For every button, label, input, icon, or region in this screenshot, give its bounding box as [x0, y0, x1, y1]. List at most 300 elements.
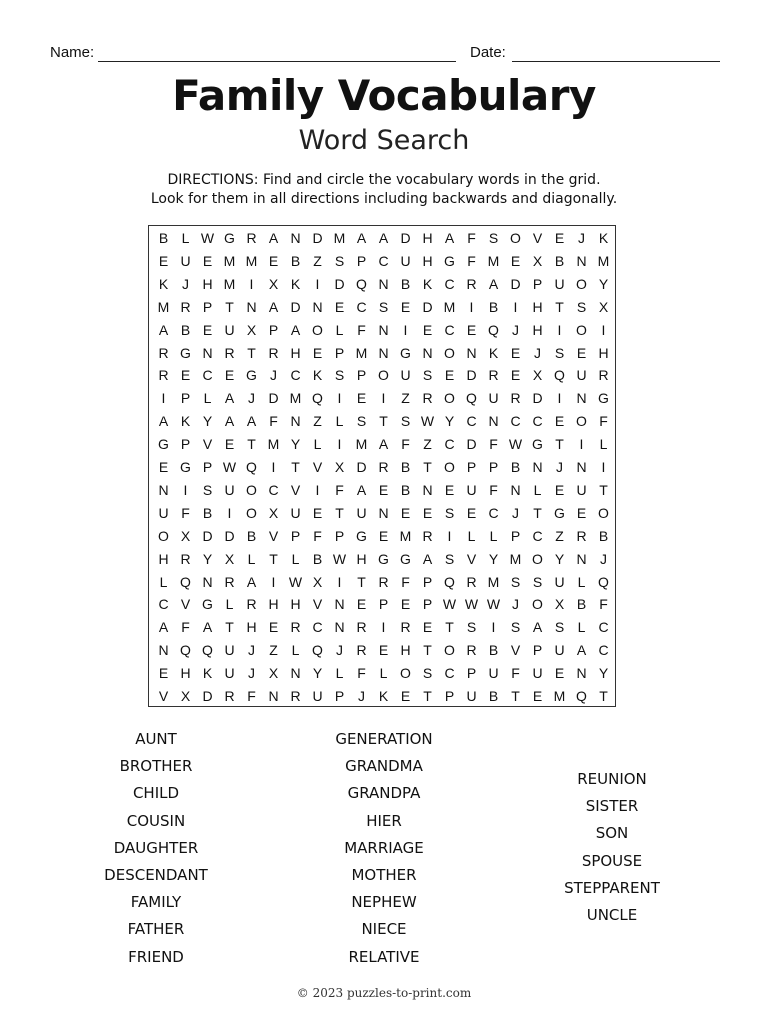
grid-letter[interactable]: W [486, 596, 501, 613]
grid-letter[interactable]: G [598, 390, 609, 407]
grid-letter[interactable]: E [576, 344, 587, 361]
grid-letter[interactable]: X [598, 298, 609, 315]
grid-letter[interactable]: U [224, 665, 235, 682]
grid-letter[interactable]: E [554, 413, 565, 430]
grid-letter[interactable]: K [180, 413, 191, 430]
grid-letter[interactable]: E [510, 367, 521, 384]
grid-letter[interactable]: A [158, 619, 169, 636]
grid-letter[interactable]: Y [202, 550, 213, 567]
grid-letter[interactable]: N [246, 298, 257, 315]
grid-letter[interactable]: N [334, 596, 345, 613]
grid-letter[interactable]: S [202, 481, 213, 498]
grid-letter[interactable]: E [158, 252, 169, 269]
grid-letter[interactable]: C [290, 367, 301, 384]
grid-letter[interactable]: R [576, 527, 587, 544]
grid-letter[interactable]: H [400, 642, 411, 659]
grid-letter[interactable]: G [378, 550, 389, 567]
grid-letter[interactable]: L [335, 321, 344, 338]
grid-letter[interactable]: L [313, 436, 322, 453]
grid-letter[interactable]: X [554, 596, 565, 613]
grid-letter[interactable]: Q [444, 573, 455, 590]
grid-letter[interactable]: J [600, 550, 607, 567]
grid-letter[interactable]: C [268, 481, 279, 498]
grid-letter[interactable]: Q [466, 390, 477, 407]
grid-letter[interactable]: B [598, 527, 609, 544]
grid-letter[interactable]: U [488, 390, 499, 407]
grid-letter[interactable]: J [270, 367, 277, 384]
grid-letter[interactable]: E [158, 459, 169, 475]
grid-letter[interactable]: U [290, 504, 301, 521]
grid-letter[interactable]: O [576, 413, 587, 430]
grid-letter[interactable]: O [158, 527, 169, 544]
grid-letter[interactable]: A [378, 230, 389, 246]
grid-letter[interactable]: U [488, 665, 499, 682]
grid-letter[interactable]: P [334, 344, 345, 361]
grid-letter[interactable]: R [378, 573, 389, 590]
grid-letter[interactable]: R [246, 230, 257, 246]
grid-letter[interactable]: Y [202, 413, 213, 430]
grid-letter[interactable]: O [246, 481, 257, 498]
grid-letter[interactable]: R [466, 573, 477, 590]
grid-letter[interactable]: O [576, 275, 587, 292]
grid-letter[interactable]: P [202, 459, 213, 475]
grid-letter[interactable]: R [466, 642, 477, 659]
grid-letter[interactable]: C [444, 275, 455, 292]
grid-letter[interactable]: E [268, 252, 279, 269]
grid-letter[interactable]: T [423, 688, 432, 704]
grid-letter[interactable]: C [466, 413, 477, 430]
grid-letter[interactable]: U [400, 252, 411, 269]
grid-letter[interactable]: G [554, 504, 565, 521]
grid-letter[interactable]: K [488, 344, 499, 361]
grid-letter[interactable]: R [158, 367, 169, 384]
grid-letter[interactable]: R [510, 390, 521, 407]
grid-letter[interactable]: X [180, 688, 191, 704]
grid-letter[interactable]: Y [554, 550, 565, 567]
grid-letter[interactable]: V [180, 596, 191, 613]
grid-letter[interactable]: H [532, 321, 543, 338]
grid-letter[interactable]: A [378, 436, 389, 453]
grid-letter[interactable]: T [357, 573, 366, 590]
grid-letter[interactable]: U [532, 665, 543, 682]
grid-letter[interactable]: S [510, 573, 521, 590]
grid-letter[interactable]: A [246, 573, 257, 590]
grid-letter[interactable]: W [288, 573, 303, 590]
grid-letter[interactable]: N [488, 413, 499, 430]
grid-letter[interactable]: K [378, 688, 389, 704]
grid-letter[interactable]: I [469, 298, 474, 315]
word-search-grid[interactable] [148, 225, 616, 707]
grid-letter[interactable]: V [158, 688, 169, 704]
grid-letter[interactable]: H [158, 550, 169, 567]
grid-letter[interactable]: V [312, 596, 323, 613]
grid-letter[interactable]: I [601, 321, 606, 338]
grid-letter[interactable]: Z [269, 642, 278, 659]
grid-letter[interactable]: E [510, 252, 521, 269]
grid-letter[interactable]: F [181, 504, 190, 521]
grid-letter[interactable]: P [356, 367, 367, 384]
grid-letter[interactable]: E [202, 252, 213, 269]
grid-letter[interactable]: D [268, 390, 279, 407]
grid-letter[interactable]: V [532, 230, 543, 246]
grid-letter[interactable]: E [312, 504, 323, 521]
grid-letter[interactable]: N [378, 504, 389, 521]
grid-letter[interactable]: R [422, 527, 433, 544]
grid-letter[interactable]: Q [312, 390, 323, 407]
grid-letter[interactable]: N [290, 665, 301, 682]
grid-letter[interactable]: X [224, 550, 235, 567]
grid-letter[interactable]: W [442, 596, 457, 613]
grid-letter[interactable]: O [312, 321, 323, 338]
grid-letter[interactable]: C [378, 252, 389, 269]
grid-letter[interactable]: J [512, 504, 519, 521]
grid-letter[interactable]: P [532, 642, 543, 659]
grid-letter[interactable]: F [247, 688, 256, 704]
grid-letter[interactable]: N [422, 344, 433, 361]
grid-letter[interactable]: P [334, 688, 345, 704]
grid-letter[interactable]: F [181, 619, 190, 636]
grid-letter[interactable]: H [290, 596, 301, 613]
grid-letter[interactable]: S [444, 504, 455, 521]
grid-letter[interactable]: N [268, 688, 279, 704]
grid-letter[interactable]: N [378, 344, 389, 361]
grid-letter[interactable]: U [180, 252, 191, 269]
grid-letter[interactable]: K [290, 275, 301, 292]
grid-letter[interactable]: R [180, 550, 191, 567]
grid-letter[interactable]: T [555, 298, 564, 315]
grid-letter[interactable]: G [246, 367, 257, 384]
grid-letter[interactable]: T [423, 459, 432, 475]
grid-letter[interactable]: G [444, 252, 455, 269]
grid-letter[interactable]: N [312, 298, 323, 315]
grid-letter[interactable]: D [356, 459, 367, 475]
grid-letter[interactable]: S [356, 413, 367, 430]
grid-letter[interactable]: F [599, 596, 608, 613]
grid-letter[interactable]: N [158, 481, 169, 498]
grid-letter[interactable]: E [312, 344, 323, 361]
grid-letter[interactable]: D [422, 298, 433, 315]
grid-letter[interactable]: L [159, 573, 168, 590]
grid-letter[interactable]: S [532, 573, 543, 590]
grid-letter[interactable]: J [512, 596, 519, 613]
grid-letter[interactable]: Y [444, 413, 455, 430]
grid-letter[interactable]: R [466, 275, 477, 292]
grid-letter[interactable]: J [534, 344, 541, 361]
grid-letter[interactable]: T [225, 619, 234, 636]
grid-letter[interactable]: A [246, 413, 257, 430]
grid-letter[interactable]: N [290, 230, 301, 246]
grid-letter[interactable]: K [312, 367, 323, 384]
grid-letter[interactable]: T [291, 459, 300, 475]
grid-letter[interactable]: C [158, 596, 169, 613]
grid-letter[interactable]: G [400, 344, 411, 361]
grid-letter[interactable]: I [271, 573, 276, 590]
grid-letter[interactable]: E [378, 642, 389, 659]
grid-letter[interactable]: H [422, 252, 433, 269]
grid-letter[interactable]: N [576, 550, 587, 567]
grid-letter[interactable]: B [202, 504, 213, 521]
grid-letter[interactable]: U [466, 688, 477, 704]
grid-letter[interactable]: C [488, 504, 499, 521]
grid-letter[interactable]: H [180, 665, 191, 682]
grid-letter[interactable]: O [532, 550, 543, 567]
grid-letter[interactable]: N [202, 344, 213, 361]
grid-letter[interactable]: D [510, 275, 521, 292]
grid-letter[interactable]: A [444, 230, 455, 246]
grid-letter[interactable]: R [598, 367, 609, 384]
grid-letter[interactable]: C [444, 321, 455, 338]
grid-letter[interactable]: P [466, 665, 477, 682]
grid-letter[interactable]: P [510, 527, 521, 544]
grid-letter[interactable]: F [269, 413, 278, 430]
grid-letter[interactable]: D [532, 390, 543, 407]
grid-letter[interactable]: W [200, 230, 215, 246]
grid-letter[interactable]: B [576, 596, 587, 613]
grid-letter[interactable]: N [576, 390, 587, 407]
grid-letter[interactable]: E [224, 436, 235, 453]
grid-letter[interactable]: P [488, 459, 499, 475]
grid-letter[interactable]: I [513, 298, 518, 315]
grid-letter[interactable]: B [488, 298, 499, 315]
grid-letter[interactable]: S [334, 367, 345, 384]
grid-letter[interactable]: A [224, 413, 235, 430]
grid-letter[interactable]: B [400, 481, 411, 498]
grid-letter[interactable]: X [532, 252, 543, 269]
grid-letter[interactable]: C [598, 619, 609, 636]
grid-letter[interactable]: N [158, 642, 169, 659]
grid-letter[interactable]: R [290, 688, 301, 704]
grid-letter[interactable]: B [180, 321, 191, 338]
grid-letter[interactable]: L [577, 573, 586, 590]
grid-letter[interactable]: L [489, 527, 498, 544]
grid-letter[interactable]: L [577, 619, 586, 636]
grid-letter[interactable]: M [333, 230, 346, 246]
grid-letter[interactable]: Y [290, 436, 301, 453]
grid-letter[interactable]: I [403, 321, 408, 338]
grid-letter[interactable]: F [467, 230, 476, 246]
grid-letter[interactable]: A [268, 230, 279, 246]
grid-letter[interactable]: S [400, 413, 411, 430]
grid-letter[interactable]: D [400, 230, 411, 246]
grid-letter[interactable]: U [356, 504, 367, 521]
grid-letter[interactable]: P [180, 390, 191, 407]
grid-letter[interactable]: E [356, 390, 367, 407]
grid-letter[interactable]: N [466, 344, 477, 361]
grid-letter[interactable]: C [532, 527, 543, 544]
grid-letter[interactable]: B [246, 527, 257, 544]
grid-letter[interactable]: O [444, 459, 455, 475]
grid-letter[interactable]: G [158, 436, 169, 453]
grid-letter[interactable]: C [532, 413, 543, 430]
grid-letter[interactable]: Q [554, 367, 565, 384]
grid-letter[interactable]: U [554, 275, 565, 292]
grid-letter[interactable]: P [378, 596, 389, 613]
grid-letter[interactable]: X [268, 504, 279, 521]
grid-letter[interactable]: B [488, 688, 499, 704]
grid-letter[interactable]: B [400, 275, 411, 292]
grid-letter[interactable]: G [532, 436, 543, 453]
grid-letter[interactable]: H [202, 275, 213, 292]
grid-letter[interactable]: P [356, 252, 367, 269]
grid-letter[interactable]: P [422, 573, 433, 590]
grid-letter[interactable]: A [356, 230, 367, 246]
grid-letter[interactable]: I [337, 436, 342, 453]
grid-letter[interactable]: S [488, 230, 499, 246]
grid-letter[interactable]: G [224, 230, 235, 246]
grid-letter[interactable]: P [444, 688, 455, 704]
grid-letter[interactable]: P [290, 527, 301, 544]
grid-letter[interactable]: E [158, 665, 169, 682]
grid-letter[interactable]: H [290, 344, 301, 361]
grid-letter[interactable]: C [510, 413, 521, 430]
grid-letter[interactable]: E [444, 481, 455, 498]
grid-letter[interactable]: N [290, 413, 301, 430]
grid-letter[interactable]: E [268, 619, 279, 636]
grid-letter[interactable]: G [180, 459, 191, 475]
grid-letter[interactable]: S [422, 665, 433, 682]
grid-letter[interactable]: R [378, 459, 389, 475]
grid-letter[interactable]: G [180, 344, 191, 361]
grid-letter[interactable]: F [401, 573, 410, 590]
grid-letter[interactable]: F [599, 413, 608, 430]
grid-letter[interactable]: K [202, 665, 213, 682]
grid-letter[interactable]: E [378, 481, 389, 498]
grid-letter[interactable]: I [601, 459, 606, 475]
grid-letter[interactable]: I [579, 436, 584, 453]
grid-letter[interactable]: A [488, 275, 499, 292]
grid-letter[interactable]: L [291, 642, 300, 659]
grid-letter[interactable]: L [181, 230, 190, 246]
grid-letter[interactable]: Y [598, 275, 609, 292]
grid-letter[interactable]: A [202, 619, 213, 636]
grid-letter[interactable]: R [224, 573, 235, 590]
grid-letter[interactable]: O [598, 504, 609, 521]
grid-letter[interactable]: G [202, 596, 213, 613]
grid-letter[interactable]: M [245, 252, 258, 269]
grid-letter[interactable]: P [334, 527, 345, 544]
grid-letter[interactable]: E [422, 619, 433, 636]
grid-letter[interactable]: C [444, 436, 455, 453]
grid-letter[interactable]: M [223, 252, 236, 269]
grid-letter[interactable]: A [576, 642, 587, 659]
grid-letter[interactable]: J [182, 275, 189, 292]
grid-letter[interactable]: Y [598, 665, 609, 682]
grid-letter[interactable]: Q [488, 321, 499, 338]
grid-letter[interactable]: I [315, 275, 320, 292]
grid-letter[interactable]: S [554, 344, 565, 361]
grid-letter[interactable]: I [183, 481, 188, 498]
grid-letter[interactable]: B [312, 550, 323, 567]
grid-letter[interactable]: X [312, 573, 323, 590]
grid-letter[interactable]: M [443, 298, 456, 315]
grid-letter[interactable]: S [422, 367, 433, 384]
grid-letter[interactable]: H [598, 344, 609, 361]
grid-letter[interactable]: A [268, 298, 279, 315]
grid-letter[interactable]: T [247, 344, 256, 361]
grid-letter[interactable]: X [334, 459, 345, 475]
grid-letter[interactable]: E [334, 298, 345, 315]
grid-letter[interactable]: T [225, 298, 234, 315]
grid-letter[interactable]: I [447, 527, 452, 544]
grid-letter[interactable]: O [444, 642, 455, 659]
grid-letter[interactable]: T [335, 504, 344, 521]
grid-letter[interactable]: M [223, 275, 236, 292]
grid-letter[interactable]: D [334, 275, 345, 292]
grid-letter[interactable]: I [315, 481, 320, 498]
grid-letter[interactable]: L [467, 527, 476, 544]
grid-letter[interactable]: V [312, 459, 323, 475]
grid-letter[interactable]: A [224, 390, 235, 407]
grid-letter[interactable]: C [444, 665, 455, 682]
grid-letter[interactable]: T [599, 481, 608, 498]
grid-letter[interactable]: O [246, 504, 257, 521]
grid-letter[interactable]: J [248, 390, 255, 407]
grid-letter[interactable]: R [356, 619, 367, 636]
grid-letter[interactable]: U [312, 688, 323, 704]
grid-letter[interactable]: F [313, 527, 322, 544]
grid-letter[interactable]: D [224, 527, 235, 544]
grid-letter[interactable]: Z [313, 252, 322, 269]
grid-letter[interactable]: T [511, 688, 520, 704]
grid-letter[interactable]: L [291, 550, 300, 567]
grid-letter[interactable]: J [578, 230, 585, 246]
grid-letter[interactable]: R [356, 642, 367, 659]
grid-letter[interactable]: Q [180, 573, 191, 590]
grid-letter[interactable]: Q [576, 688, 587, 704]
grid-letter[interactable]: L [247, 550, 256, 567]
grid-letter[interactable]: R [290, 619, 301, 636]
grid-letter[interactable]: C [202, 367, 213, 384]
grid-letter[interactable]: N [510, 481, 521, 498]
grid-letter[interactable]: Y [312, 665, 323, 682]
grid-letter[interactable]: L [379, 665, 388, 682]
grid-letter[interactable]: J [358, 688, 365, 704]
grid-letter[interactable]: E [400, 688, 411, 704]
grid-letter[interactable]: I [271, 459, 276, 475]
grid-letter[interactable]: C [598, 642, 609, 659]
grid-letter[interactable]: E [224, 367, 235, 384]
grid-letter[interactable]: J [248, 665, 255, 682]
grid-letter[interactable]: S [554, 619, 565, 636]
grid-letter[interactable]: C [356, 298, 367, 315]
grid-letter[interactable]: V [268, 527, 279, 544]
grid-letter[interactable]: E [378, 527, 389, 544]
grid-letter[interactable]: M [289, 390, 302, 407]
grid-letter[interactable]: F [489, 436, 498, 453]
grid-letter[interactable]: M [157, 298, 170, 315]
grid-letter[interactable]: A [158, 321, 169, 338]
grid-letter[interactable]: O [510, 230, 521, 246]
grid-letter[interactable]: J [556, 459, 563, 475]
grid-letter[interactable]: E [422, 504, 433, 521]
grid-letter[interactable]: M [267, 436, 280, 453]
grid-letter[interactable]: X [246, 321, 257, 338]
grid-letter[interactable]: K [598, 230, 609, 246]
grid-letter[interactable]: V [466, 550, 477, 567]
grid-letter[interactable]: O [378, 367, 389, 384]
grid-letter[interactable]: U [224, 481, 235, 498]
grid-letter[interactable]: M [399, 527, 412, 544]
grid-letter[interactable]: O [400, 665, 411, 682]
grid-letter[interactable]: F [489, 481, 498, 498]
grid-letter[interactable]: M [487, 252, 500, 269]
grid-letter[interactable]: P [422, 596, 433, 613]
grid-letter[interactable]: C [312, 619, 323, 636]
grid-letter[interactable]: E [510, 344, 521, 361]
grid-letter[interactable]: E [444, 367, 455, 384]
grid-letter[interactable]: D [466, 436, 477, 453]
grid-letter[interactable]: J [512, 321, 519, 338]
